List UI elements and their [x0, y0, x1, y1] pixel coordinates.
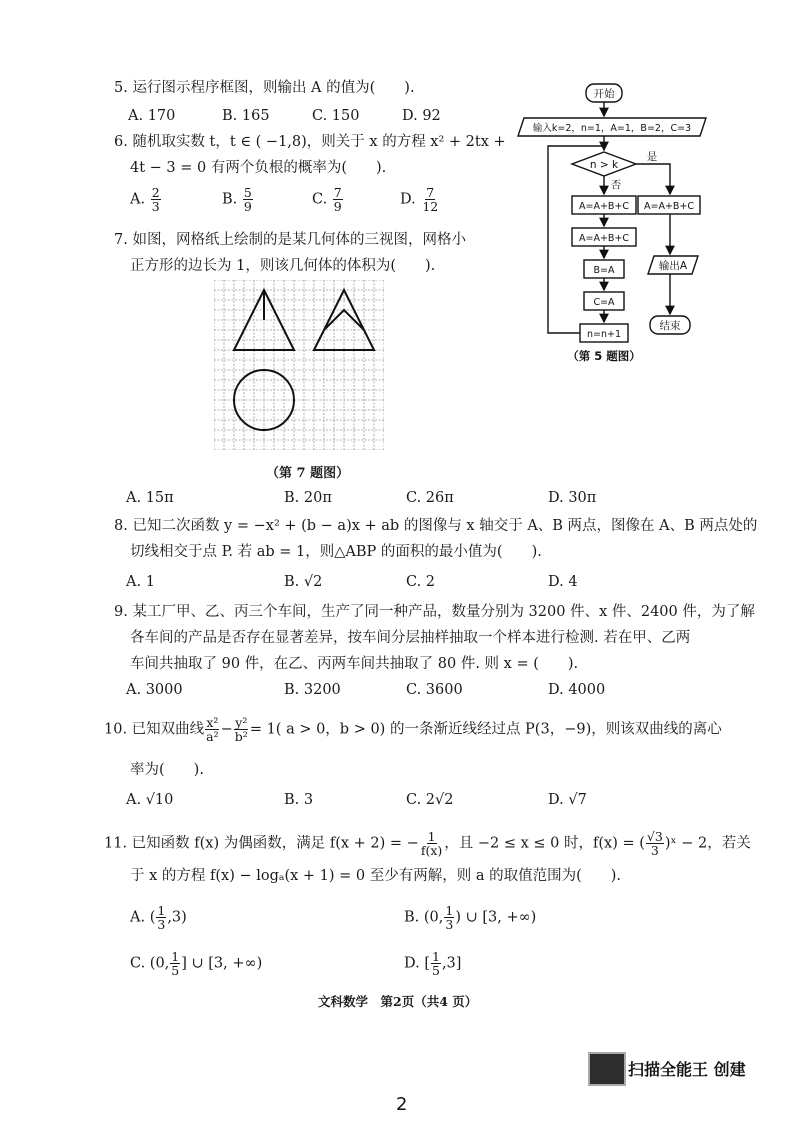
page-number: 2: [396, 1094, 408, 1115]
q10-stem-line1: 10. 已知双曲线 $\frac{\text{x²}}{\text{a²}}$ − $\frac{\text{y²}}{\text{b²}}$ = 1( a > 0，b > 0) 的一条渐近线经过点 P(3，−9)，则该双曲线的离心: [104, 715, 722, 744]
q5-option-c: C. 150: [312, 108, 360, 124]
flow-output-text: 输出A: [658, 260, 688, 272]
grid-paper: [214, 280, 384, 450]
page-footer: 文科数学 第2页（共4 页）: [318, 994, 478, 1009]
q7-option-d: D. 30π: [548, 490, 597, 506]
q9-stem-line2: 各车间的产品是否存在显著差异，按车间分层抽样抽取一个样本进行检测. 若在甲、乙两: [130, 630, 691, 646]
q7-option-a: A. 15π: [126, 490, 174, 506]
q11-stem-line2: 于 x 的方程 f(x) − logₐ(x + 1) = 0 至少有两解，则 a 的取值范围为( ).: [130, 868, 622, 884]
q9-option-b: B. 3200: [284, 682, 341, 698]
flow-start-text: 开始: [593, 88, 615, 100]
flow-step-3-text: B=A: [593, 265, 615, 276]
q5-text: 运行图示程序框图，则输出 A 的值为( ).: [132, 80, 415, 96]
q11-fraction-1-over-fx: $\frac{1}{f(x)}$: [420, 829, 443, 858]
q7-three-view-figure: [214, 280, 384, 450]
q8-stem-line1: [114, 516, 757, 536]
q8-number: 8.: [114, 518, 128, 534]
flow-step-4-text: C=A: [593, 297, 615, 308]
q7-stem-line1: [114, 230, 466, 250]
q7-caption: （第 7 题图）: [266, 466, 350, 481]
q8-option-a: A. 1: [126, 574, 155, 590]
q6-stem-line2: 4t − 3 = 0 有两个负根的概率为( ).: [130, 160, 387, 176]
q6-stem-line1: [114, 132, 506, 152]
flow-yes-line: [636, 164, 670, 194]
q6-option-b: B. $\frac{5}{9}$: [222, 185, 252, 214]
q10-option-a: A. √10: [126, 792, 174, 808]
q5-option-a: A. 170: [128, 108, 176, 124]
q10-fraction-y: $\frac{\text{y²}}{\text{b²}}$: [234, 715, 248, 744]
q9-number: 9.: [114, 604, 128, 620]
q9-text-line1: 某工厂甲、乙、丙三个车间，生产了同一种产品，数量分别为 3200 件、x 件、2400 件，为了解: [132, 604, 755, 620]
q8-stem-line2: 切线相交于点 P. 若 ab = 1，则△ABP 的面积的最小值为( ).: [130, 544, 542, 560]
q8-option-d: D. 4: [548, 574, 578, 590]
q8-option-b: B. √2: [284, 574, 323, 590]
flow-step-5-text: n=n+1: [586, 329, 622, 340]
flow-cond-text: n > k: [589, 159, 619, 171]
q9-stem-line3: 车间共抽取了 90 件，在乙、丙两车间共抽取了 80 件. 则 x = ( ).: [130, 656, 579, 672]
q8-text-line1: 已知二次函数 y = −x² + (b − a)x + ab 的图像与 x 轴交于 A、B 两点，图像在 A、B 两点处的: [132, 518, 758, 534]
q11-option-b: B. (0, $\frac{1}{3}$ ) ∪ [3, +∞): [404, 903, 537, 932]
q11-option-a: A. ( $\frac{1}{3}$ ,3): [130, 903, 187, 932]
q6-option-c: C. $\frac{7}{9}$: [312, 185, 342, 214]
q6-text-line1: 随机取实数 t，t ∈ ( −1,8)，则关于 x 的方程 x² + 2tx +: [132, 134, 506, 150]
q5-option-d: D. 92: [402, 108, 441, 124]
q10-option-b: B. 3: [284, 792, 314, 808]
flow-yes-box-text: A=A+B+C: [643, 201, 695, 212]
q5-option-b: B. 165: [222, 108, 270, 124]
q5-number: 5.: [114, 80, 128, 96]
flow-step-1-text: A=A+B+C: [578, 201, 630, 212]
flow-yes-label: 是: [646, 151, 658, 163]
q11-option-c: C. (0, $\frac{1}{5}$ ] ∪ [3, +∞): [130, 949, 263, 978]
flow-caption: （第 5 题图）: [567, 349, 641, 363]
q8-option-c: C. 2: [406, 574, 436, 590]
q7-option-c: C. 26π: [406, 490, 454, 506]
q11-stem-line1: 11. 已知函数 f(x) 为偶函数，满足 f(x + 2) = − $\frac{1}{f(x)}$ ，且 −2 ≤ x ≤ 0 时，f(x) = ( $\frac{√3}{3}$ )ˣ − 2，若关: [104, 829, 751, 858]
q10-number: 10.: [104, 721, 128, 738]
q10-option-c: C. 2√2: [406, 792, 454, 808]
q6-number: 6.: [114, 134, 128, 150]
q7-text-line1: 如图，网格纸上绘制的是某几何体的三视图，网格小: [132, 232, 466, 248]
q5-flowchart: [510, 80, 740, 370]
q9-option-c: C. 3600: [406, 682, 463, 698]
flow-input-text: 输入k=2，n=1，A=1，B=2，C=3: [532, 123, 692, 134]
scanner-logo-icon: [588, 1052, 626, 1086]
q11-fraction-root3-over-3: $\frac{√3}{3}$: [646, 829, 663, 858]
q6-option-a: A. $\frac{2}{3}$: [130, 185, 160, 214]
flow-step-2-text: A=A+B+C: [578, 233, 630, 244]
q9-stem-line1: [114, 602, 755, 622]
q10-stem-line2: 率为( ).: [130, 762, 204, 778]
q7-stem-line2: 正方形的边长为 1，则该几何体的体积为( ).: [130, 258, 436, 274]
q11-number: 11.: [104, 835, 128, 852]
q5-stem: [114, 78, 415, 98]
flow-end-text: 结束: [659, 320, 681, 332]
q10-fraction-x: $\frac{\text{x²}}{\text{a²}}$: [206, 715, 219, 744]
q10-option-d: D. √7: [548, 792, 587, 808]
scanner-watermark: 扫描全能王 创建: [628, 1060, 746, 1079]
q6-option-d: D. $\frac{7}{12}$: [400, 185, 439, 214]
q9-option-a: A. 3000: [126, 682, 183, 698]
q11-option-d: D. [ $\frac{1}{5}$ ,3]: [404, 949, 462, 978]
flow-no-label: 否: [610, 179, 622, 191]
q9-option-d: D. 4000: [548, 682, 606, 698]
q7-number: 7.: [114, 232, 128, 248]
q7-option-b: B. 20π: [284, 490, 332, 506]
